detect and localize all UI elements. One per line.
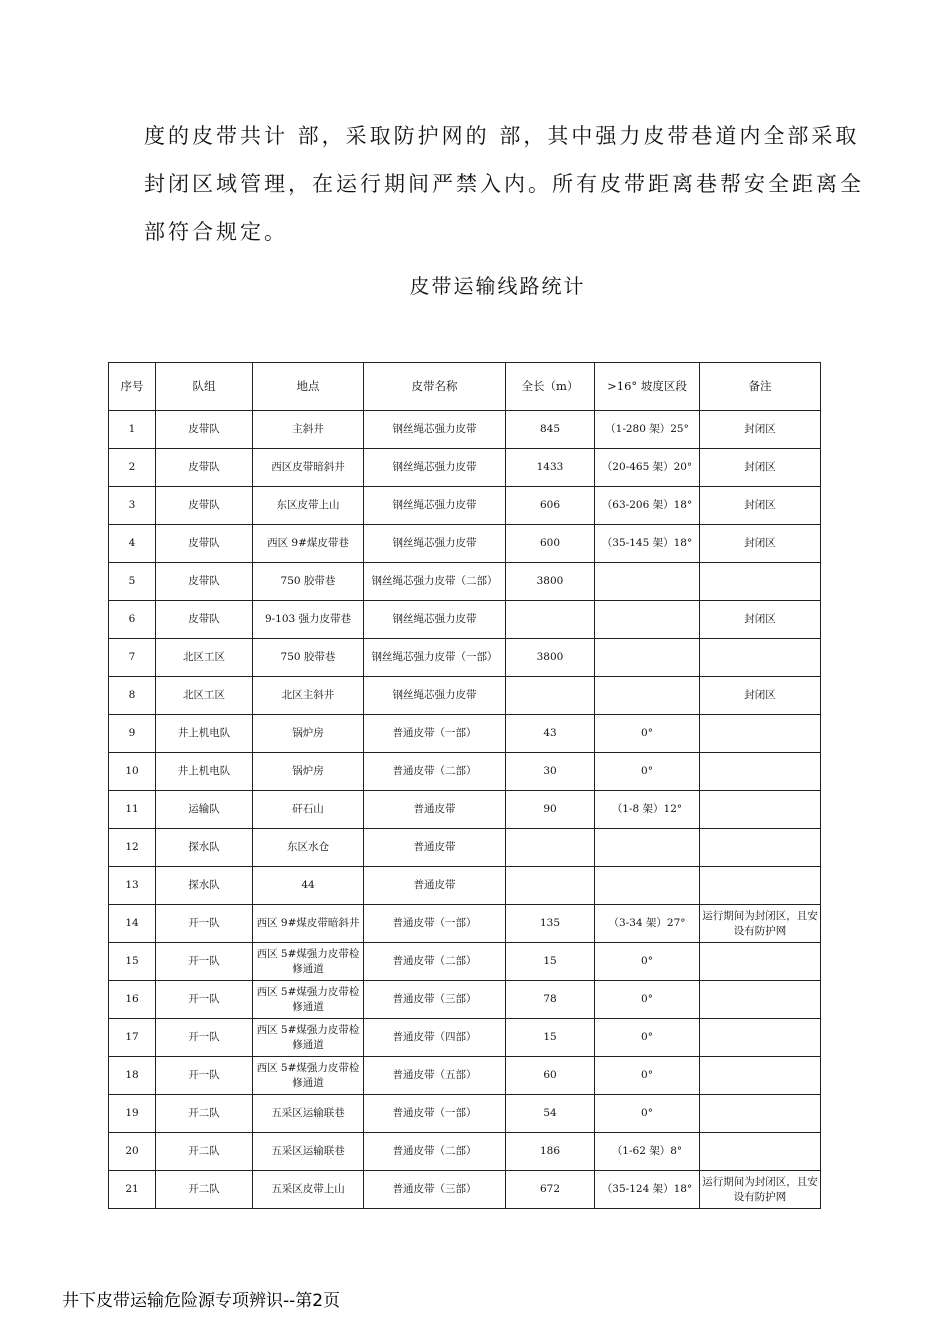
table-cell — [700, 1133, 821, 1171]
table-cell: 普通皮带（一部） — [364, 905, 506, 943]
table-cell: （1-62 架）8° — [595, 1133, 700, 1171]
table-cell: 封闭区 — [700, 411, 821, 449]
table-cell: （1-8 架）12° — [595, 791, 700, 829]
table-cell: 1433 — [506, 449, 595, 487]
table-cell: 西区 9#煤皮带暗斜井 — [253, 905, 364, 943]
table-cell: 锅炉房 — [253, 715, 364, 753]
table-cell: 6 — [109, 601, 156, 639]
table-cell: 12 — [109, 829, 156, 867]
table-cell — [700, 867, 821, 905]
table-row — [109, 677, 821, 715]
table-cell: 西区皮带暗斜井 — [253, 449, 364, 487]
table-cell: 0° — [595, 715, 700, 753]
table-cell: 开二队 — [156, 1095, 253, 1133]
table-cell: 封闭区 — [700, 449, 821, 487]
table-cell: 0° — [595, 1019, 700, 1057]
table-cell: 锅炉房 — [253, 753, 364, 791]
table-cell: 0° — [595, 943, 700, 981]
table-cell: 封闭区 — [700, 525, 821, 563]
table-cell: 2 — [109, 449, 156, 487]
table-cell: 矸石山 — [253, 791, 364, 829]
table-cell: 750 胶带巷 — [253, 563, 364, 601]
table-row — [109, 943, 821, 981]
table-cell — [595, 563, 700, 601]
table-cell: 运行期间为封闭区，且安设有防护网 — [700, 905, 821, 943]
table-cell: 普通皮带（一部） — [364, 1095, 506, 1133]
table-cell: 普通皮带（二部） — [364, 943, 506, 981]
table-cell: 60 — [506, 1057, 595, 1095]
table-cell: 135 — [506, 905, 595, 943]
table-cell — [506, 829, 595, 867]
header-cell: 备注 — [700, 363, 821, 411]
table-cell: 东区皮带上山 — [253, 487, 364, 525]
table-cell: 9-103 强力皮带巷 — [253, 601, 364, 639]
table-cell: 10 — [109, 753, 156, 791]
table-cell: （3-34 架）27° — [595, 905, 700, 943]
table-cell: 钢丝绳芯强力皮带 — [364, 411, 506, 449]
table-cell — [700, 1095, 821, 1133]
table-cell: 钢丝绳芯强力皮带 — [364, 601, 506, 639]
table-cell: 7 — [109, 639, 156, 677]
table-cell: 封闭区 — [700, 601, 821, 639]
table-cell: 钢丝绳芯强力皮带 — [364, 487, 506, 525]
table-title: 皮带运输线路统计 — [409, 274, 586, 298]
table-cell — [595, 677, 700, 715]
table-row — [109, 525, 821, 563]
table-cell: 0° — [595, 753, 700, 791]
table-cell: 开二队 — [156, 1133, 253, 1171]
table-cell: 16 — [109, 981, 156, 1019]
table-cell: 开一队 — [156, 981, 253, 1019]
table-cell: 606 — [506, 487, 595, 525]
table-cell — [700, 715, 821, 753]
table-cell: 井上机电队 — [156, 715, 253, 753]
table-cell: 封闭区 — [700, 487, 821, 525]
table-cell: 普通皮带（二部） — [364, 1133, 506, 1171]
table-cell: 17 — [109, 1019, 156, 1057]
table-cell: 开一队 — [156, 943, 253, 981]
table-cell: 运行期间为封闭区，且安设有防护网 — [700, 1171, 821, 1209]
table-cell — [700, 753, 821, 791]
table-header-row — [109, 363, 821, 411]
table-row — [109, 601, 821, 639]
table-row — [109, 1019, 821, 1057]
paragraph-line: 部符合规定。 — [144, 220, 288, 244]
table-cell: 186 — [506, 1133, 595, 1171]
table-cell: 西区 5#煤强力皮带检修通道 — [253, 1057, 364, 1095]
table-cell — [506, 601, 595, 639]
page-footer: 井下皮带运输危险源专项辨识--第2页 — [62, 1291, 341, 1311]
table-cell: 15 — [506, 943, 595, 981]
table-cell — [595, 601, 700, 639]
table-row — [109, 715, 821, 753]
table-cell: 北区主斜井 — [253, 677, 364, 715]
table-cell: 探水队 — [156, 867, 253, 905]
table-cell: 西区 5#煤强力皮带检修通道 — [253, 981, 364, 1019]
table-cell: 封闭区 — [700, 677, 821, 715]
table-row — [109, 905, 821, 943]
table-cell: 78 — [506, 981, 595, 1019]
table-row — [109, 449, 821, 487]
table-cell: 普通皮带（二部） — [364, 753, 506, 791]
table-row — [109, 829, 821, 867]
table-cell: 90 — [506, 791, 595, 829]
paragraph-line: 封闭区域管理，在运行期间严禁入内。所有皮带距离巷帮安全距离全 — [144, 172, 864, 196]
table-cell: （20-465 架）20° — [595, 449, 700, 487]
table-cell: 皮带队 — [156, 449, 253, 487]
table-cell: 1 — [109, 411, 156, 449]
table-cell: 9 — [109, 715, 156, 753]
table-cell: 五采区皮带上山 — [253, 1171, 364, 1209]
header-cell: 序号 — [109, 363, 156, 411]
header-cell: >16° 坡度区段 — [595, 363, 700, 411]
table-cell: 钢丝绳芯强力皮带（一部） — [364, 639, 506, 677]
table-cell — [595, 639, 700, 677]
table-cell: 普通皮带（三部） — [364, 981, 506, 1019]
table-cell: 普通皮带（一部） — [364, 715, 506, 753]
header-cell: 地点 — [253, 363, 364, 411]
table-cell: 开二队 — [156, 1171, 253, 1209]
table-cell — [595, 829, 700, 867]
table-cell: 0° — [595, 1057, 700, 1095]
table-cell: 845 — [506, 411, 595, 449]
table-row — [109, 639, 821, 677]
table-row — [109, 753, 821, 791]
table-cell — [700, 981, 821, 1019]
table-cell: 普通皮带 — [364, 829, 506, 867]
table-cell: 750 胶带巷 — [253, 639, 364, 677]
table-cell: 44 — [253, 867, 364, 905]
table-row — [109, 981, 821, 1019]
table-cell: 钢丝绳芯强力皮带 — [364, 677, 506, 715]
table-cell: 20 — [109, 1133, 156, 1171]
table-cell: 4 — [109, 525, 156, 563]
table-cell: 钢丝绳芯强力皮带（二部） — [364, 563, 506, 601]
table-row — [109, 867, 821, 905]
table-cell — [700, 1019, 821, 1057]
table-cell: 井上机电队 — [156, 753, 253, 791]
table-cell: 5 — [109, 563, 156, 601]
table-cell: 0° — [595, 1095, 700, 1133]
table-cell: 3800 — [506, 563, 595, 601]
table-cell: 672 — [506, 1171, 595, 1209]
table-cell — [700, 829, 821, 867]
table-cell: 30 — [506, 753, 595, 791]
table-row — [109, 563, 821, 601]
table-cell: 北区工区 — [156, 639, 253, 677]
table-cell: 3800 — [506, 639, 595, 677]
table-cell: 8 — [109, 677, 156, 715]
table-cell: （35-124 架）18° — [595, 1171, 700, 1209]
table-cell — [700, 943, 821, 981]
table-cell: 开一队 — [156, 905, 253, 943]
table-cell: 19 — [109, 1095, 156, 1133]
table-cell: 开一队 — [156, 1057, 253, 1095]
table-cell: 运输队 — [156, 791, 253, 829]
table-cell: （1-280 架）25° — [595, 411, 700, 449]
table-row — [109, 411, 821, 449]
table-cell: 13 — [109, 867, 156, 905]
table-cell — [700, 791, 821, 829]
table-cell: 皮带队 — [156, 601, 253, 639]
table-cell — [700, 1057, 821, 1095]
table-cell: 普通皮带（四部） — [364, 1019, 506, 1057]
table-row — [109, 1171, 821, 1209]
table-cell: 皮带队 — [156, 487, 253, 525]
table-cell: 探水队 — [156, 829, 253, 867]
table-cell: 北区工区 — [156, 677, 253, 715]
table-cell: 3 — [109, 487, 156, 525]
table-cell: 21 — [109, 1171, 156, 1209]
table-cell: 皮带队 — [156, 563, 253, 601]
table-cell: 600 — [506, 525, 595, 563]
table-cell — [700, 563, 821, 601]
table-cell: 14 — [109, 905, 156, 943]
table-cell: 五采区运输联巷 — [253, 1095, 364, 1133]
table-cell: 西区 9#煤皮带巷 — [253, 525, 364, 563]
table-cell: 东区水仓 — [253, 829, 364, 867]
table-cell: 皮带队 — [156, 411, 253, 449]
paragraph-line: 度的皮带共计 部，采取防护网的 部，其中强力皮带巷道内全部采取 — [144, 124, 860, 148]
table-cell: 普通皮带（三部） — [364, 1171, 506, 1209]
table-cell: 普通皮带 — [364, 791, 506, 829]
table-cell: 西区 5#煤强力皮带检修通道 — [253, 943, 364, 981]
table-cell: （63-206 架）18° — [595, 487, 700, 525]
table-row — [109, 1095, 821, 1133]
table-cell — [506, 677, 595, 715]
table-cell: 钢丝绳芯强力皮带 — [364, 525, 506, 563]
table-row — [109, 1133, 821, 1171]
table-cell: 西区 5#煤强力皮带检修通道 — [253, 1019, 364, 1057]
table-cell — [595, 867, 700, 905]
table-cell: 主斜井 — [253, 411, 364, 449]
table-cell — [506, 867, 595, 905]
table-cell: 皮带队 — [156, 525, 253, 563]
table-cell: 54 — [506, 1095, 595, 1133]
table-cell: 钢丝绳芯强力皮带 — [364, 449, 506, 487]
table-row — [109, 791, 821, 829]
table-cell: 普通皮带（五部） — [364, 1057, 506, 1095]
body-paragraph — [144, 112, 864, 256]
table-row — [109, 1057, 821, 1095]
table-cell: （35-145 架）18° — [595, 525, 700, 563]
table-cell: 五采区运输联巷 — [253, 1133, 364, 1171]
belt-statistics-table — [108, 362, 821, 1209]
table-cell — [700, 639, 821, 677]
table-cell: 开一队 — [156, 1019, 253, 1057]
table-row — [109, 487, 821, 525]
table-cell: 18 — [109, 1057, 156, 1095]
table-cell: 15 — [109, 943, 156, 981]
table-cell: 11 — [109, 791, 156, 829]
header-cell: 全长（m） — [506, 363, 595, 411]
table-cell: 43 — [506, 715, 595, 753]
table-cell: 15 — [506, 1019, 595, 1057]
table-cell: 普通皮带 — [364, 867, 506, 905]
table-cell: 0° — [595, 981, 700, 1019]
header-cell: 队组 — [156, 363, 253, 411]
header-cell: 皮带名称 — [364, 363, 506, 411]
